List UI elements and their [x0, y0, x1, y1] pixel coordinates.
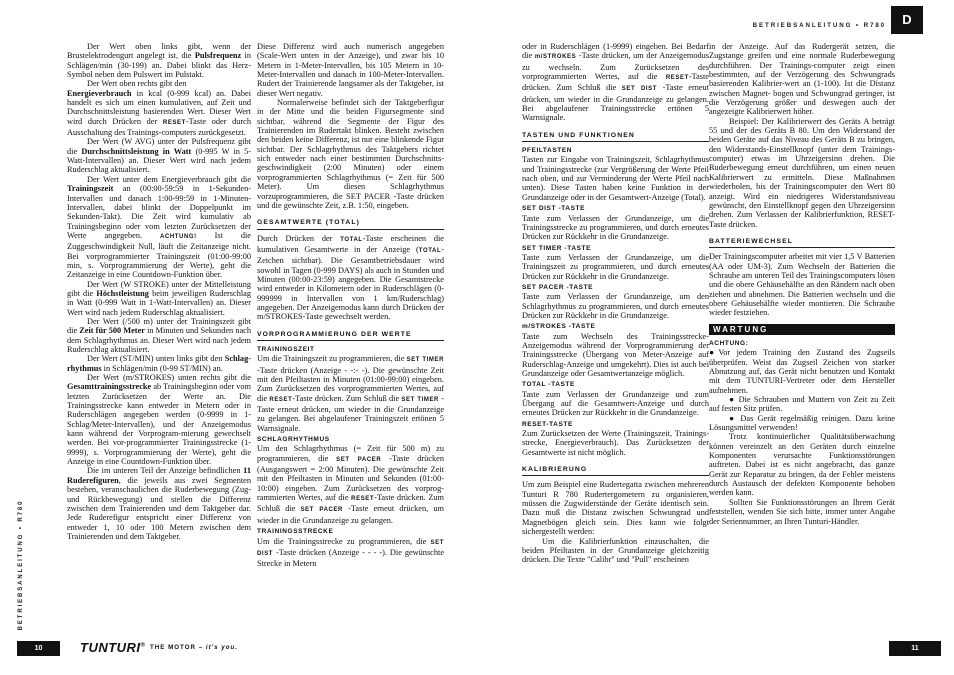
section-heading-programming: VORPROGRAMMIERUNG DER WERTE	[257, 330, 444, 341]
subheading-set-pacer-key: SET PACER -TASTE	[522, 283, 594, 291]
paragraph-energy: Energieverbrauch in kcal (0-999 kcal) an. Dabei handelt es sich um einen kumulativen, auf Zeit und Durchschnittsleistung basierenden Wert. Dieser Wert wird durch Drücken der RESET-Taste oder durch Ausschaltung des Trainings-computers zurückgesetzt.	[67, 88, 251, 138]
paragraph-rower-figures: Die im unteren Teil der Anzeige befindlichen 11 Ruderefiguren, die jeweils aus zwei Segmenten bestehen, veranschaulichen die Ruderbewegung (Zug- und Rückbewegung) und stellen die Differenz zwischen dem Trainierenden und dem Taktgeber dar. Jede Ruderefigur entspricht einer Differenz von entweder 1, 10 oder 100 Metern zwischen dem Trainierenden und dem Taktgeber.	[67, 466, 251, 541]
subheading-m-strokes-key: m/STROKES -TASTE	[522, 323, 596, 331]
column-1	[67, 42, 251, 541]
paragraph-stroke-rate: Der Wert (ST/MIN) unten links gibt den Schlag-rhythmus in Schlägen/min (0-99 ST/MIN) an.	[67, 354, 251, 373]
paragraph-pulse: Der Wert oben links gibt, wenn der Brustelektrodengurt angelegt ist, die Pulsfrequenz in Schlägen/min (30-199) an. Dabei blinkt das Herz-Symbol neben dem Pulswert im Pulstakt.	[67, 42, 251, 80]
paragraph-arrow-keys: Tasten zur Eingabe von Trainingszeit, Schlagrhythmus und Trainingsstrecke (zur Vergrößerung der Werte Pfeil nach oben, und zur Verminderung der Werte Pfeil nach unten). Diese Tasten haben keine Funktion in der Grundanzeige oder in der Gesamtwert-Anzeige (Total).	[522, 155, 709, 202]
paragraph-maintenance-5: Sollten Sie Funktionsstörungen an Ihrem Gerät feststellen, wenden Sie sich bitte, immer unter Angabe der Seriennummer, an Ihren Tunturi-Händler.	[709, 497, 895, 526]
paragraph-energy-intro: Der Wert oben rechts gibt den	[87, 79, 187, 89]
paragraph-calibration-1: Um zum Beispiel eine Rudertegatta zwischen mehreren Tunturi R 780 Rudertergometern zu organisieren, müssen die Zugwiderstände der Geräte identisch sein. Dazu muß die Distanz zwischen Schwungrad und Magnetbögen gleich sein. Dies kann wie folgt sichergestellt werden:	[522, 480, 709, 537]
paragraph-set-dist: Um die Trainingsstrecke zu programmieren, die SET DIST -Taste drücken (Anzeige - - - -). Die gewünschte Strecke in Metern	[257, 536, 444, 569]
section-heading-total: GESAMTWERTE (TOTAL)	[257, 218, 444, 229]
page-number-right: 11	[889, 641, 941, 656]
running-header: BETRIEBSANLEITUNG • R780	[752, 22, 886, 29]
section-heading-maintenance: WARTUNG	[709, 324, 895, 335]
subheading-set-timer-key: SET TIMER -TASTE	[522, 244, 592, 252]
paragraph-m-strokes-key: Taste zum Wechseln des Trainingsstrecke-Anzeigemodus während der Vorprogrammierung der Trainingsstrecke (Übergang von Meter-Anzeige auf Ruderschlag-Anzeige und umgekehrt). Dies ist auch bei Grundanzeige oder Gesamtwertanzeige möglich.	[522, 331, 709, 378]
paragraph-maintenance-3: ● Das Gerät regelmäßig reinigen. Dazu keine Lösungsmittel verwenden!	[709, 413, 895, 433]
paragraph-calibration-3: in der Anzeige. Auf das Rudergerät setzen, die Zugstange greifen und eine normale Ruderbewegung durchführen. Der Trainings-computer zeigt einen bestimmten, auf der Verzögerung des Schwungrads basierenden Kalibrier-wert an (1-100). Ist die Distanz zwischen Magnet- bogen und Schwungrad geringer, ist die Verzögerung größer und deswegen auch der angezeigte Kalibrierwert höher.	[709, 42, 895, 117]
subheading-training-time: TRAININGSZEIT	[257, 345, 315, 353]
page-number-left: 10	[17, 641, 60, 656]
side-running-header-text: BETRIEBSANLEITUNG • R780	[18, 499, 24, 631]
paragraph-total-key: Taste zum Verlassen der Grundanzeige und zum Übergang auf die Gesamtwert-Anzeige und durch erneutes Drücken zur Rückkehr in die Grundanzeige.	[522, 389, 709, 418]
paragraph-set-pacer: Um den Schlagrhythmus (= Zeit für 500 m) zu programmieren, die SET PACER -Taste drücken (Ausgangswert = 2:00 Minuten). Die gewünschte Zeit mit den Pfeiltasten in Minuten und Sekunden (01:00-10:00) eingeben. Zum Zurücksetzen des vorprog-rammierten Wertes, auf die RESET-Taste drücken. Zum Schluß die SET PACER -Taste erneut drücken, um wieder in die Grundanzeige zu gelangen.	[257, 444, 444, 525]
paragraph-500m-time: Der Wert (/500 m) unter der Trainingszeit gibt die Zeit für 500 Meter in Minuten und Sekunden nach dem Schlagrhythmus an. Dieser Wert wird nach jedem Ruderschlag aktualisiert.	[67, 316, 251, 354]
paragraph-avg-watt: Der Wert (W AVG) unter der Pulsfrequenz gibt die Durchschnittsleistung in Watt (0-995 W in 5-Watt-Intervallen) an. Dieser Wert wird nach jedem Ruderschlag aktualisiert.	[67, 137, 251, 175]
paragraph-peak-power: Der Wert (W STROKE) unter der Mittelleistung gibt die Höchstleistung beim jeweiligen Ruderschlag in Watt (0-999 Watt in 1-Watt-Intervallen) an. Dieser Wert wird nach jedem Ruderschlag aktualisiert.	[67, 279, 251, 317]
paragraph-total-distance: Der Wert (m/STROKES) unten rechts gibt die Gesamttrainingsstrecke ab Trainingsbeginn oder vom letzten Zurücksetzen der Werte an. Die Trainingsstrecke kann entweder in Metern oder in Ruderschlägen angegeben werden (0-9999 in 1-Schlag/Meter-Intervallen), und der Anzeigemodus kann während der Vorprogram-mierung gewechselt werden. Bei vor-programmierter Trainingsstrecke (1-9999), s. Vorprogrammierung der Werte), geht die Anzeige in eine Countdown-Funktion über.	[67, 373, 251, 467]
paragraph-battery: Der Trainingscomputer arbeitet mit vier 1,5 V Batterien (AA oder UM-3). Zum Wechseln der Batterien die Schraube am unteren Teil des Trainingscomputers lösen und die obere Gehäusehälfte an den Rändern nach oben ziehen und abnehmen. Die Batterien wechseln und die obere Gehäusehälfte wieder montieren. Die Schraube wieder festziehen.	[709, 252, 895, 318]
paragraph-difference: Diese Differenz wird auch numerisch angegeben (Scale-Wert unten in der Anzeige), und zwar bis 10 Metern in 1-Meter-Intervallen, bis 105 Metern in 10-Meter-Intervallen und danach in 100-Meter-Intervallen. Rudert der Trainierende langsamer als der Taktgeber, ist dieser Wert negativ.	[257, 42, 444, 98]
subheading-set-dist-key: SET DIST -TASTE	[522, 205, 586, 213]
paragraph-calibration-example: Beispiel: Der Kalibrierwert des Geräts A beträgt 55 und der des Geräts B 80. Um den Widerstand der beiden Geräte auf das Niveau des Geräts B zu bringen, den Widerstands-Einstellknopf (unter dem Trainings-computer) etwas im Uhrzeigersinn drehen. Die Ruderbewegung erneut durchführen, um einen neuen Kalibrierwert zu ermitteln. Diese Maßnahmen wiederholen, bis der Trainingscomputer den Wert 80 anzeigt. Wird ein niedrigeres Widerstandsniveau gewünscht, den Einstellknopf gegen den Uhrzeigersinn drehen. Zum Verlassen der Kalibrierfunktion, RESET-Taste drücken.	[709, 116, 895, 229]
paragraph-set-dist-cont: oder in Ruderschlägen (1-9999) eingeben. Bei Bedarf die m/STROKES -Taste drücken, um der Anzeigemodus zu wechseln. Zum Zurücksetzen des vorprogrammierten Wertes, auf die RESET-Taste drücken. Zum Schluß die SET DIST -Taste erneut drücken, um wieder in die Grundanzeige zu gelangen. Bei abgelaufener Trainingsstrecke ertönen 5 Warnsignale.	[522, 42, 709, 123]
paragraph-pacer: Normalerweise befindet sich der Taktgeberfigur in der Mitte und die beiden Figursegmente sind sichtbar, während die Segmente der Figur des Trainierenden im Rudertakt blinken. Besteht zwischen den beiden keine Differenz, ist nur eine blinkende Figur sichtbar. Der Schlagrhythmus des Taktgebers richtet sich entweder nach einer bestimmten Durchschnitts-geschwindigkeit (2:00 Minuten) oder einem vorprogrammierten Schlagrhythmus (= Zeit für 500 Meter). Um diesen Schlagrhythmus vorzuprogrammieren, die SET PACER -Taste drücken und die gewünschte Zeit, z.B. 1:50, eingeben.	[257, 98, 444, 210]
language-tab: D	[891, 6, 923, 34]
slogan: THE MOTOR – it's you.	[150, 644, 239, 651]
column-4	[709, 42, 895, 526]
subheading-arrow-keys: PFEILTASTEN	[522, 147, 573, 155]
paragraph-set-timer: Um die Trainingszeit zu programmieren, die SET TIMER -Taste drücken (Anzeige - -:- -). Die gewünschte Zeit mit den Pfeiltasten in Minuten (01:00-99:00) eingeben. Zum Zurücksetzen des vorprogrammierten Wertes, auf die RESET-Taste drücken. Zum Schluß die SET TIMER -Taste erneut drücken, um wieder in die Grundanzeige zu gelangen. Bei abgelaufener Trainingszeit ertönen 5 Warnsignale.	[257, 354, 445, 433]
subheading-reset-key: RESET-TASTE	[522, 420, 573, 428]
section-heading-calibration: KALIBRIERUNG	[522, 465, 709, 476]
section-heading-keys: TASTEN UND FUNKTIONEN	[522, 131, 709, 142]
paragraph-maintenance-4: Trotz kontinuierlicher Qualitätsüberwachung können vereinzelt an den Geräten durch einzelne Komponenten verursachte Funktionsstörungen auftreten. Dabei ist es nicht angebracht, das ganze Gerät zur Reparatur zu bringen, da der Fehler meistens durch Austausch der defekten Komponente behoben werden kann.	[709, 432, 895, 498]
subheading-stroke-rate: SCHLAGRHYTHMUS	[257, 436, 330, 444]
paragraph-set-pacer-key: Taste zum Verlassen der Grundanzeige, um den Schlagrhythmus zu programmieren, und durch erneutes Drücken zur Rückkehr in die Grundanzeige.	[522, 292, 709, 320]
paragraph-reset-key: Zum Zurücksetzen der Werte (Trainingszeit, Trainings-strecke, Energieverbrauch). Das Zurücksetzen der Gesamtwerte ist nicht möglich.	[522, 429, 709, 457]
column-2	[257, 42, 444, 569]
subheading-total-key: TOTAL -TASTE	[522, 381, 575, 389]
tunturi-logo: TUNTURI®	[80, 640, 146, 655]
paragraph-total: Durch Drücken der TOTAL-Taste erscheinen die kumulativen Gesamtwerte in der Anzeige (TOTAL-Zeichen sichtbar). Die Gesamtbetriebsdauer wird sowohl in Tagen (0-999 DAYS) als auch in Stunden und Minuten (00:00-23:59) angegeben. Die Gesamtstrecke wird entweder in Kilometern oder in Ruderschlägen (0-999999 in Intervallen von 1 km/Ruderschlag) angegeben. Der Anzeigemodus kann durch Drücken der m/STROKES-Taste gewechselt werden.	[257, 233, 444, 322]
section-heading-battery: BATTERIEWECHSEL	[709, 237, 895, 248]
side-running-header	[14, 490, 28, 640]
paragraph-set-timer-key: Taste zum Verlassen der Grundanzeige, um die Trainingszeit zu programmieren, und durch erneutes Drücken zur Rückkehr in die Grundanzeige.	[522, 252, 709, 281]
paragraph-maintenance-1: ●Vor jedem Training den Zustand des Zugseils überprüfen. Weist das Zugseil Zeichen von starker Abnutzung auf, das Gerät nicht benutzen und Kontakt mit dem TUNTURI-Vertreter oder dem Hersteller aufnehmen.	[709, 348, 895, 395]
paragraph-calibration-2: Um die Kalibrierfunktion einzuschalten, die beiden Pfeiltasten in der Grundanzeige gleichzeitig drücken. Die Texte "Calibr" und "Pull" erscheinen	[522, 536, 709, 565]
paragraph-training-time: Der Wert unter dem Energieverbrauch gibt die Trainingszeit an (00:00-59:59 in 1-Sekunden-Intervallen und danach 1:00-99:59 in 1-Minuten-Intervallen, dabei blinkt der Doppelpunkt im Sekunden-Takt). Die Zeit wird kumulativ ab Trainingsbeginn oder vom letzten Zurücksetzen der Werte angegeben. ACHTUNG! Ist die Zuggeschwindigkeit Null, läuft die Zeitanzeige nicht. Bei vorprogrammierter Trainingszeit (01:00-99:00 min, s. Vorprogrammierung der Werte), geht die Zeitanzeige in eine Countdown-Funktion über.	[67, 174, 251, 280]
subheading-attention: ACHTUNG:	[709, 339, 749, 347]
column-3	[522, 42, 709, 565]
subheading-training-distance: TRAININGSSTRECKE	[257, 528, 334, 536]
paragraph-maintenance-2: ● Die Schrauben und Muttern von Zeit zu Zeit auf festen Sitz prüfen.	[709, 395, 895, 414]
paragraph-set-dist-key: Taste zum Verlassen der Grundanzeige, um die Trainingsstrecke zu programmieren, und durch erneutes Drücken zur Rückkehr in die Grundanzeige.	[522, 213, 709, 242]
